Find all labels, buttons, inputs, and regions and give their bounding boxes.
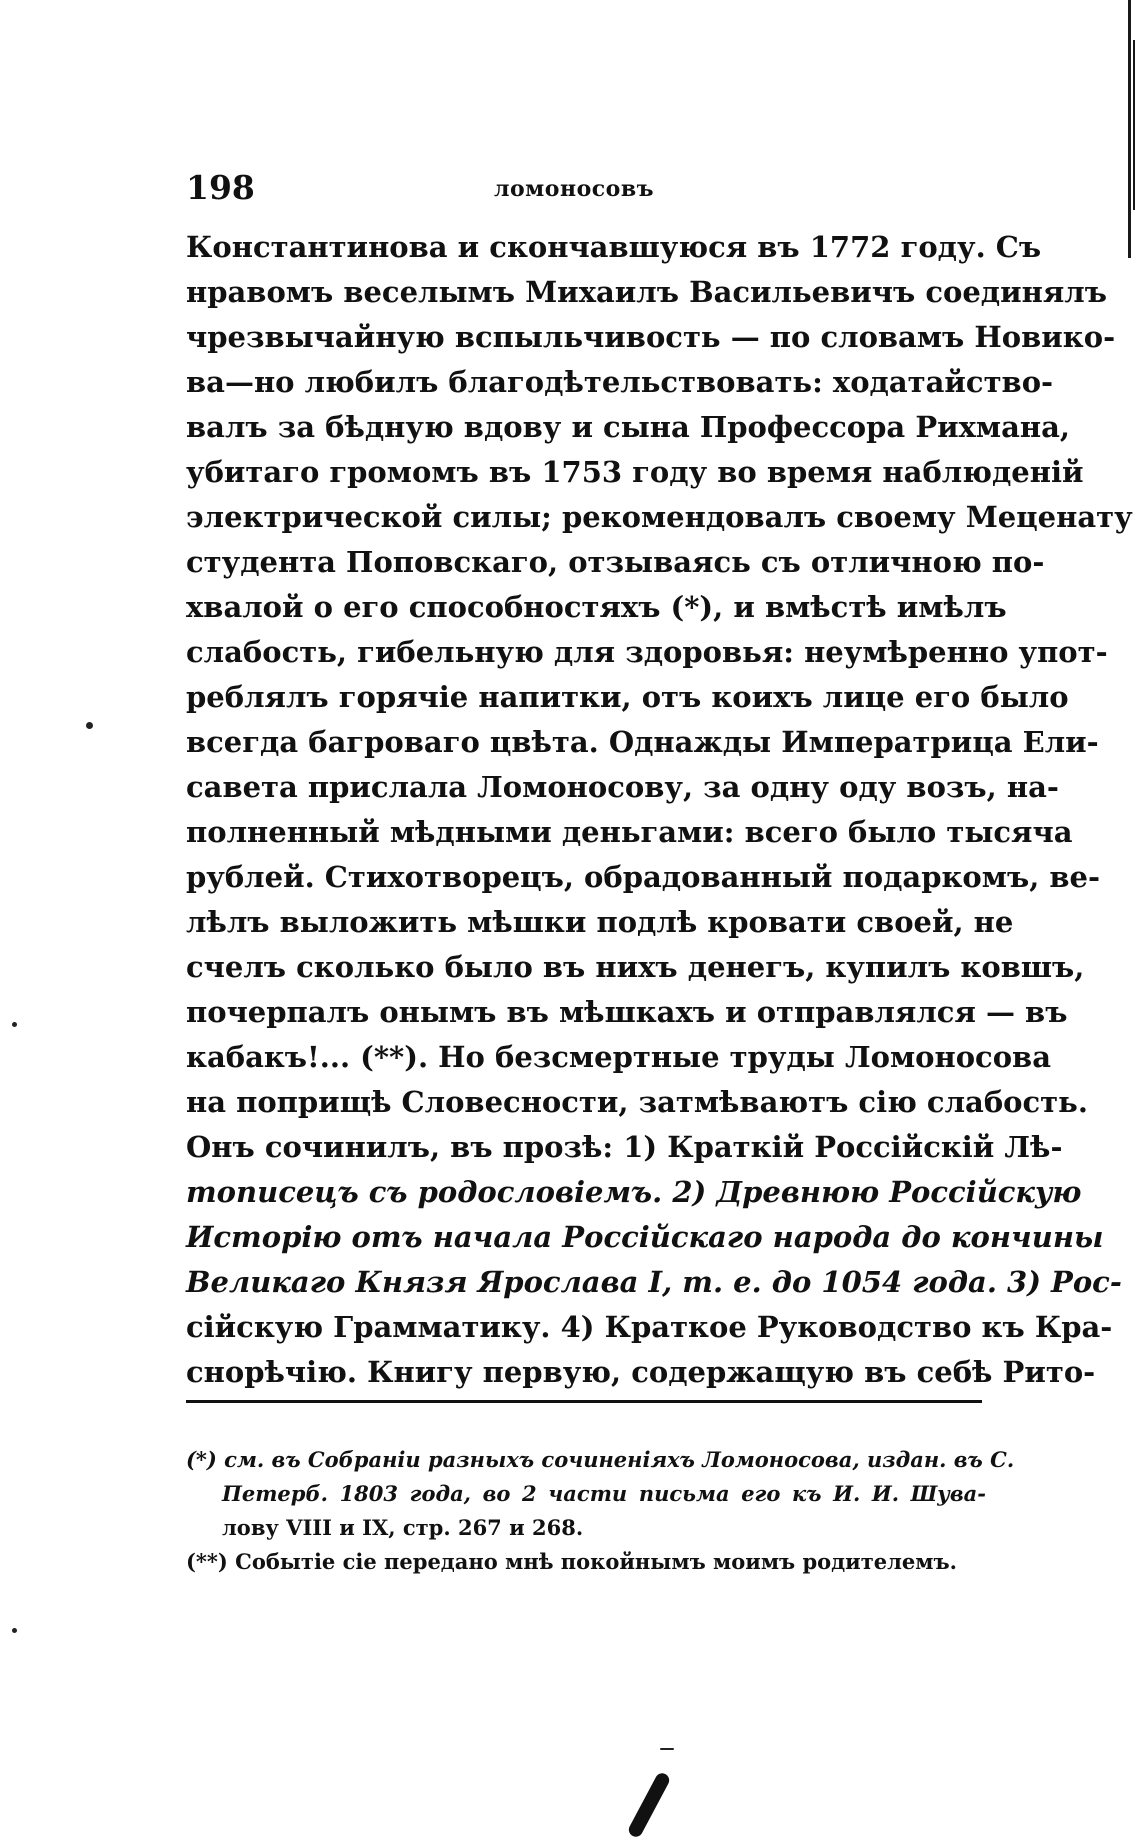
margin-speck (12, 1022, 17, 1027)
footnote-line: (*) см. въ Собраніи разныхъ сочиненіяхъ Ломоносова, издан. въ С. (186, 1447, 1015, 1472)
text-line: студента Поповскаго, отзываясь съ отличною по- (186, 545, 1045, 579)
footnote-line: Петерб. 1803 года, во 2 части письма его къ И. И. Шува- (222, 1481, 986, 1506)
page-number: 198 (186, 168, 255, 207)
ink-stroke (626, 1771, 671, 1839)
text-line: савета прислала Ломоносову, за одну оду возъ, на- (186, 770, 1059, 804)
footnotes (186, 1443, 1015, 1579)
text-line: хвалой о его способностяхъ (*), и вмѣстѣ имѣлъ (186, 590, 1007, 624)
page-edge-line (1128, 0, 1131, 258)
text-line: валъ за бѣдную вдову и сына Профессора Рихмана, (186, 410, 1071, 444)
text-line: Великаго Князя Ярослава I, т. е. до 1054 года. 3) Рос- (186, 1265, 1122, 1299)
text-line: электрической силы; рекомендовалъ своему Меценату (186, 500, 1133, 534)
text-line: Онъ сочинилъ, въ прозѣ: 1) Краткій Россійскій Лѣ- (186, 1130, 1063, 1164)
text-line: на поприщѣ Словесности, затмѣваютъ сію слабость. (186, 1085, 1088, 1119)
text-line: сійскую Грамматику. 4) Краткое Руководство къ Кра- (186, 1310, 1113, 1344)
body-text (186, 225, 1133, 1395)
text-line: кабакъ!... (**). Но безсмертные труды Ломоносова (186, 1040, 1052, 1074)
footnote-line: лову VIII и IX, стр. 267 и 268. (222, 1515, 584, 1540)
margin-speck (12, 1628, 17, 1633)
text-line: полненный мѣдными деньгами: всего было тысяча (186, 815, 1073, 849)
text-line: чрезвычайную вспыльчивость — по словамъ Новико- (186, 320, 1116, 354)
text-line: снорѣчію. Книгу первую, содержащую въ себѣ Рито- (186, 1355, 1096, 1389)
page-edge-line-inner (1133, 40, 1135, 210)
text-line: нравомъ веселымъ Михаилъ Васильевичъ соединялъ (186, 275, 1107, 309)
text-line: тописецъ съ родословіемъ. 2) Древнюю Россійскую (186, 1175, 1082, 1209)
text-line: Константинова и скончавшуюся въ 1772 году. Съ (186, 230, 1042, 264)
text-line: рублей. Стихотворецъ, обрадованный подаркомъ, ве- (186, 860, 1101, 894)
text-line: почерпалъ онымъ въ мѣшкахъ и отправлялся — въ (186, 995, 1068, 1029)
running-head (186, 168, 986, 218)
text-line: слабость, гибельную для здоровья: неумѣренно упот- (186, 635, 1108, 669)
text-line: всегда багроваго цвѣта. Однажды Императрица Ели- (186, 725, 1099, 759)
text-line: убитаго громомъ въ 1753 году во время наблюденій (186, 455, 1084, 489)
margin-speck (660, 1748, 674, 1750)
margin-speck (86, 722, 93, 729)
text-line: реблялъ горячіе напитки, отъ коихъ лице его было (186, 680, 1069, 714)
footnote-line: (**) Событіе сіе передано мнѣ покойнымъ моимъ родителемъ. (186, 1549, 957, 1574)
text-line: счелъ сколько было въ нихъ денегъ, купилъ ковшъ, (186, 950, 1085, 984)
footnote-divider (186, 1400, 982, 1403)
text-line: ва—но любилъ благодѣтельствовать: ходатайство- (186, 365, 1054, 399)
text-line: лѣлъ выложить мѣшки подлѣ кровати своей, не (186, 905, 1014, 939)
running-title: ломоносовъ (494, 176, 654, 202)
text-line: Исторію отъ начала Россійскаго народа до кончины (186, 1220, 1104, 1254)
